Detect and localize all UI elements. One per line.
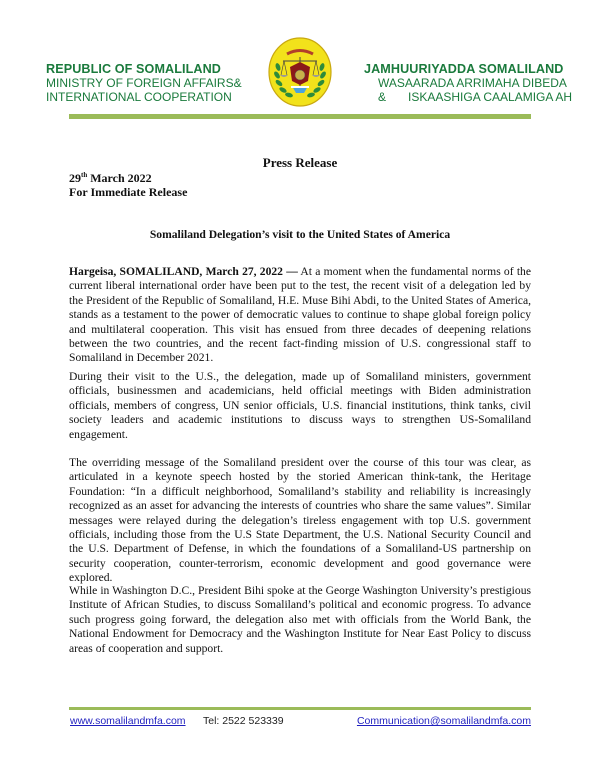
dateline: Hargeisa, SOMALILAND, March 27, 2022 — [69,265,298,278]
footer-email [357,715,531,728]
release-label: For Immediate Release [69,185,188,199]
footer-telephone: Tel: 2522 523339 [203,715,284,727]
ministry-name-somali-line2 [364,91,594,105]
website-link[interactable]: www.somalilandmfa.com [70,715,186,727]
ministry-name-line1: MINISTRY OF FOREIGN AFFAIRS& [46,76,242,90]
letterhead-left [46,62,266,104]
header-divider [69,114,531,119]
press-release-headline: Somaliland Delegation’s visit to the United States of America [149,228,451,241]
paragraph-3: The overriding message of the Somaliland president over the course of this tour was clear, as articulated in a keynote speech hosted by the storied American think-tank, the Heritage Foundation: “In a difficult neighborhood, Somaliland’s stability and reliability is increasingly recognized as an asset for advancing the interests of countries who share the same values”. Similar messages were relayed during the delegation’s tireless engagement with top U.S. government officials, including those from the U.S State Department, the U.S. National Security Council and the U.S. Department of Defense, in which the foundations of a Somaliland-US partnership on security cooperation, counter-terrorism, economic development and good governance were explored. [69,456,531,585]
paragraph-1 [69,265,531,366]
somaliland-coat-of-arms-icon [268,37,332,107]
press-release-title: Press Release [262,155,338,170]
ampersand: & [378,89,387,104]
release-date-month-year: March 2022 [87,171,152,185]
release-date [69,171,152,185]
republic-name-somali: JAMHUURIYADDA SOMALILAND [364,62,564,76]
republic-name-english: REPUBLIC OF SOMALILAND [46,62,222,76]
letterhead-right [364,62,594,104]
ministry-name-somali-line2-text: ISKAASHIGA CAALAMIGA AH [408,89,573,104]
ministry-name-somali-line1: WASAARADA ARRIMAHA DIBEDA [378,76,567,90]
release-date-day: 29 [69,171,81,185]
footer-divider [69,707,531,710]
footer-website [70,715,186,728]
release-date-suffix: th [81,171,88,179]
paragraph-4: While in Washington D.C., President Bihi spoke at the George Washington University’s prestigious Institute of African Studies, to discuss Somaliland’s political and economic progress. To advance such progress going forward, the delegation also met with officials from the World Bank, the National Endowment for Democracy and the Washington Institute for Near East Policy to discuss areas of cooperation and support. [69,584,531,655]
email-link[interactable]: Communication@somalilandmfa.com [356,715,531,727]
paragraph-2: During their visit to the U.S., the delegation, made up of Somaliland ministers, government officials, businessmen and academicians, held official meetings with Biden administration officials, members of congress, UN senior officials, U.S. financial institutions, think tanks, civil society leaders and academic institutions to discuss ways to strengthen US-Somaliland engagement. [69,370,531,441]
ministry-name-line2: INTERNATIONAL COOPERATION [46,89,232,104]
paragraph-1-text: At a moment when the fundamental norms of the current liberal international order have been put to the test, the recent visit of a delegation led by the President of the Republic of Somaliland, H.E. Muse Bihi Abdi, to the United States of America, stands as a testament to the power of democratic values to continue to shape global foreign policy and multilateral cooperation. This visit has ensued from three decades of deepening relations between the two countries, and the recent fact-finding mission of U.S. congressional staff to Somaliland in December 2021. [69,265,531,365]
